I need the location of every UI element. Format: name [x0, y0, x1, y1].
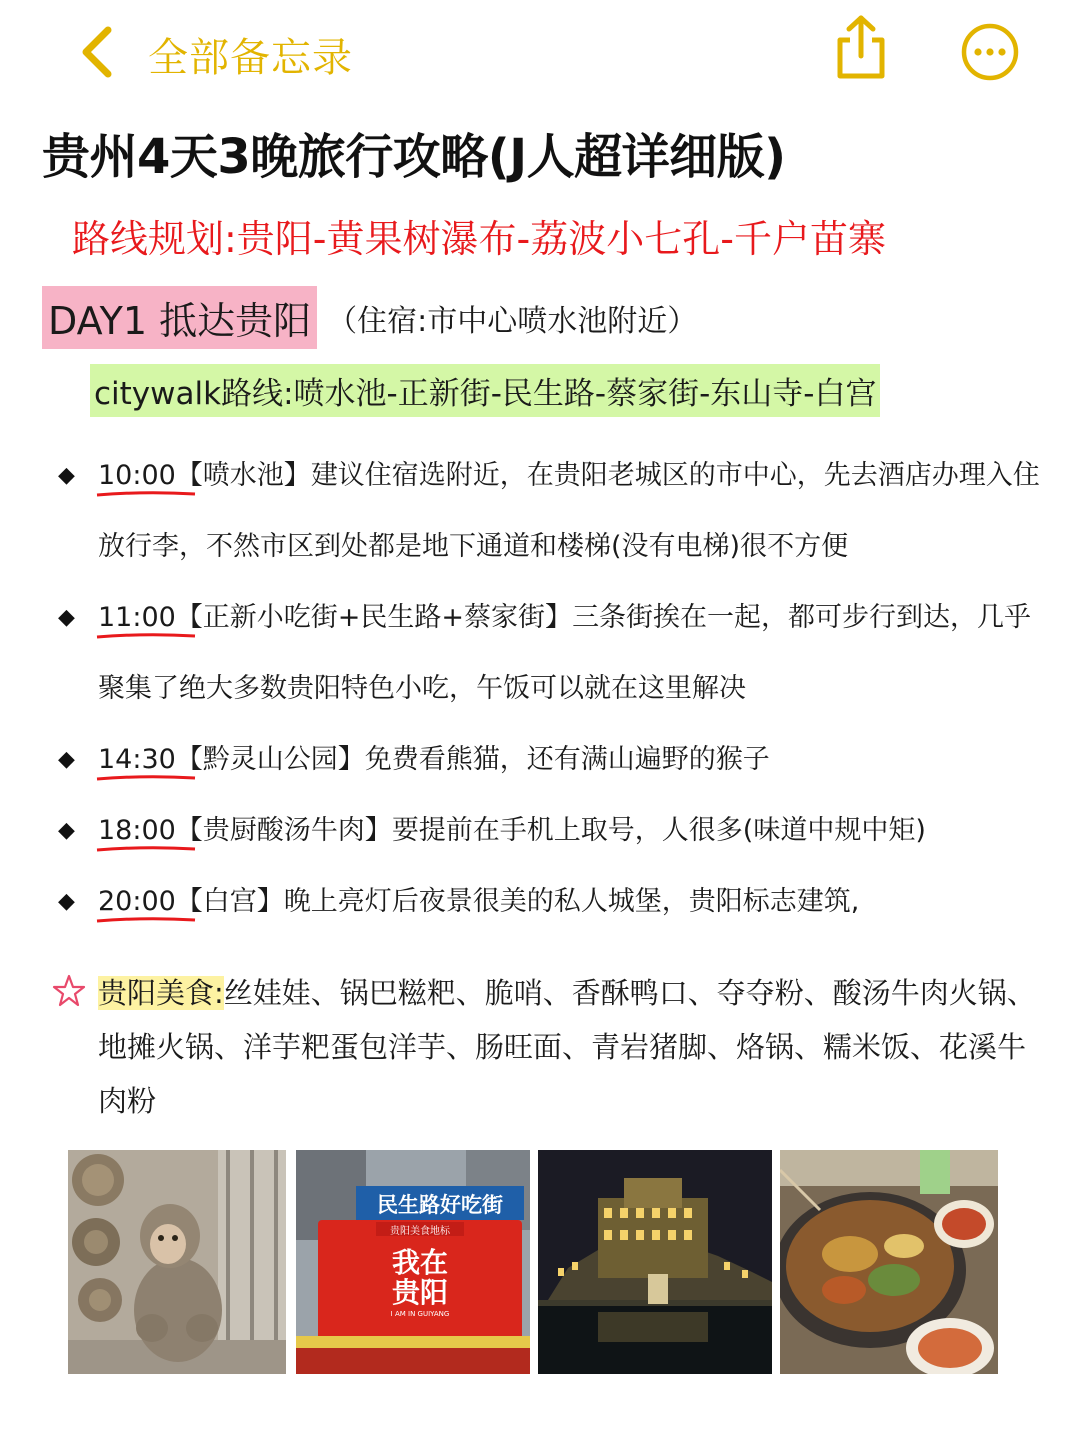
chevron-left-icon[interactable]: [72, 22, 132, 82]
back-button-label[interactable]: 全部备忘录: [148, 35, 353, 81]
sign-sub: 贵阳美食地标: [390, 1226, 450, 1237]
diamond-bullet-icon: ◆: [58, 889, 75, 914]
item-desc: 建议住宿选附近，在贵阳老城区的市中心，先去酒店办理入住放行李，不然市区到处都是地下通道和楼梯(没有电梯)很不方便: [98, 460, 1040, 562]
note-title: 贵州4天3晚旅行攻略(J人超详细版): [42, 129, 786, 185]
item-desc: 要提前在手机上取号，人很多(味道中规中矩): [391, 815, 926, 846]
red-underline-icon: [96, 844, 196, 854]
photo-white-palace[interactable]: [538, 1150, 772, 1374]
food-section: [52, 966, 1042, 1128]
sign-title: 民生路好吃街: [377, 1193, 503, 1217]
red-underline-icon: [96, 489, 196, 499]
itinerary-item: [56, 724, 1046, 795]
red-underline-icon: [96, 915, 196, 925]
more-options-icon[interactable]: [960, 22, 1020, 82]
red-underline-icon: [96, 773, 196, 783]
photo-monkey[interactable]: [68, 1150, 286, 1374]
day1-label: DAY1 抵达贵阳: [42, 286, 317, 349]
citywalk-route: citywalk路线:喷水池-正新街-民生路-蔡家街-东山寺-白宫: [90, 364, 880, 417]
food-list: 丝娃娃、锅巴糍粑、脆哨、香酥鸭口、夺夺粉、酸汤牛肉火锅、地摊火锅、洋芋粑蛋包洋芋、肠旺面、青岩猪脚、烙锅、糯米饭、花溪牛肉粉: [98, 976, 1036, 1118]
item-time-place: 14:30【黔灵山公园】: [98, 744, 365, 775]
photo-strip: [68, 1150, 998, 1374]
photo-food[interactable]: [780, 1150, 998, 1374]
item-time-place: 18:00【贵厨酸汤牛肉】: [98, 815, 392, 846]
street-sign-image: [296, 1150, 530, 1374]
itinerary-list: [56, 440, 1046, 937]
sign-big1: 我在: [391, 1246, 449, 1279]
item-desc: 晚上亮灯后夜景很美的私人城堡，贵阳标志建筑,: [283, 886, 860, 917]
star-icon: [52, 974, 86, 1008]
food-label: 贵阳美食:: [98, 976, 224, 1010]
share-icon[interactable]: [832, 14, 890, 80]
monkey-image: [68, 1150, 286, 1374]
itinerary-item: [56, 866, 1046, 937]
palace-image: [538, 1150, 772, 1374]
diamond-bullet-icon: ◆: [58, 605, 75, 630]
itinerary-item: [56, 582, 1046, 724]
sign-big2: 贵阳: [391, 1276, 449, 1309]
nav-bar: [0, 0, 1080, 100]
sign-en: I AM IN GUIYANG: [390, 1310, 450, 1318]
photo-street-sign[interactable]: [296, 1150, 530, 1374]
red-underline-icon: [96, 631, 196, 641]
item-desc: 免费看熊猫，还有满山遍野的猴子: [364, 744, 770, 775]
item-time-place: 11:00【正新小吃街+民生路+蔡家街】: [98, 602, 572, 633]
item-time-place: 20:00【白宫】: [98, 886, 284, 917]
itinerary-item: [56, 795, 1046, 866]
item-desc: 三条街挨在一起，都可步行到达，几乎聚集了绝大多数贵阳特色小吃，午饭可以就在这里解决: [98, 602, 1032, 704]
day1-lodging: （住宿:市中心喷水池附近）: [327, 303, 698, 339]
route-plan: 路线规划:贵阳-黄果树瀑布-荔波小七孔-千户苗寨: [72, 217, 886, 261]
day1-header: [42, 286, 697, 349]
itinerary-item: [56, 440, 1046, 582]
diamond-bullet-icon: ◆: [58, 747, 75, 772]
food-image: [780, 1150, 998, 1374]
item-time-place: 10:00【喷水池】: [98, 460, 311, 491]
diamond-bullet-icon: ◆: [58, 818, 75, 843]
diamond-bullet-icon: ◆: [58, 463, 75, 488]
